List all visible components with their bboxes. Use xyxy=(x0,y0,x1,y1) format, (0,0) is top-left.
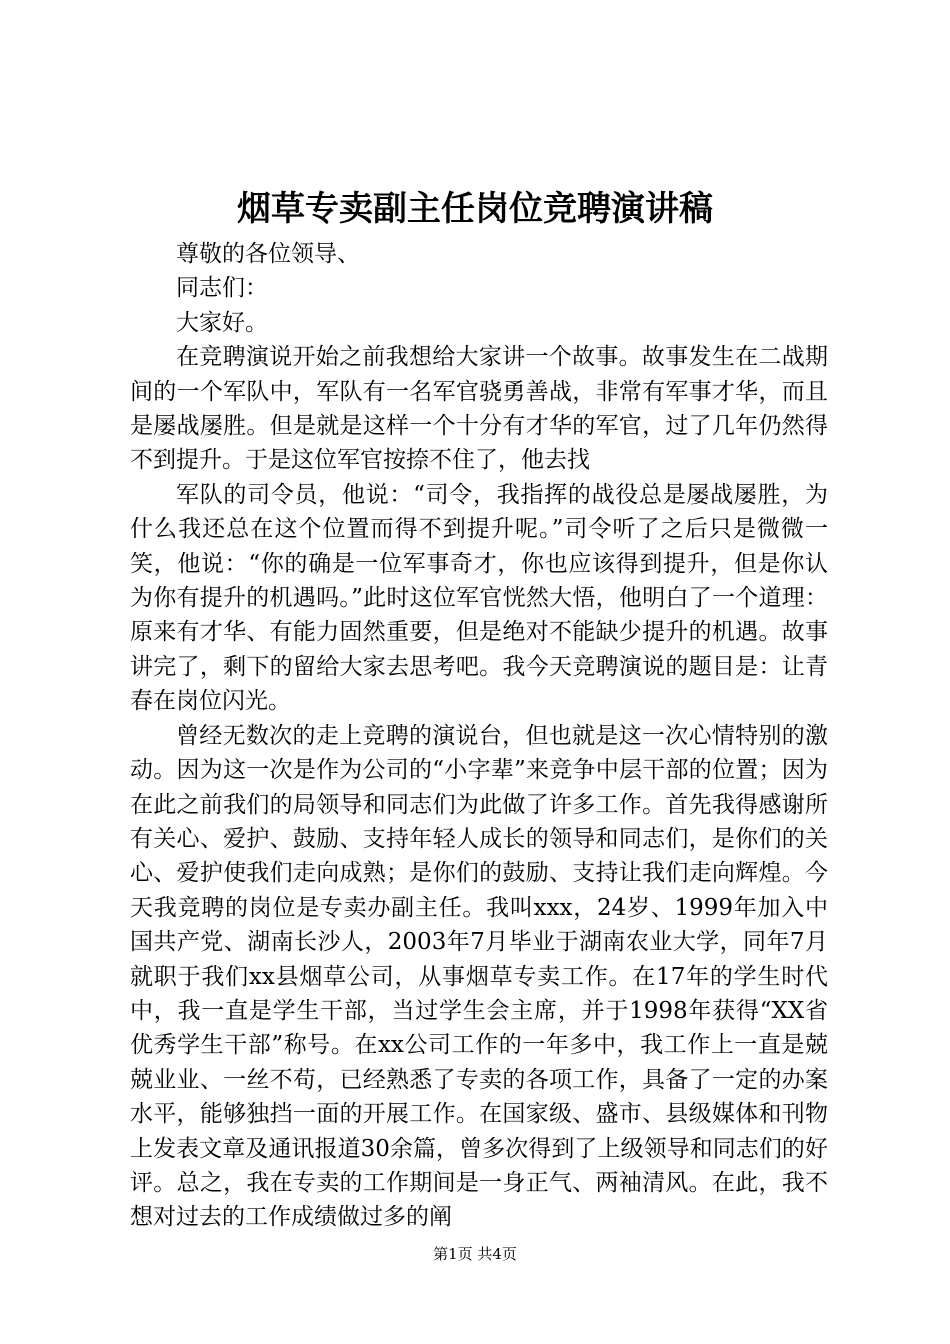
salutation-line: 尊敬的各位领导、 xyxy=(176,241,360,267)
body-paragraph: 在竞聘演说开始之前我想给大家讲一个故事。故事发生在二战期间的一个军队中，军队有一名军官骁勇善战，非常有军事才华，而且是屡战屡胜。但是就是这样一个十分有才华的军官，过了几年仍然得不到提升。于是这位军官按捺不住了，他去找 xyxy=(130,344,828,474)
document-body xyxy=(130,237,828,1235)
page-number-footer: 第1页 共4页 xyxy=(433,1245,517,1263)
greeting-line: 大家好。 xyxy=(176,309,268,336)
salutation-line: 同志们： xyxy=(176,275,268,302)
body-paragraph: 曾经无数次的走上竞聘的演说台，但也就是这一次心情特别的激动。因为这一次是作为公司的“小字辈”来竞争中层干部的位置；因为在此之前我们的局领导和同志们为此做了许多工作。首先我得感谢所有关心、爱护、鼓励、支持年轻人成长的领导和同志们，是你们的关心、爱护使我们走向成熟；是你们的鼓励、支持让我们走向辉煌。今天我竞聘的岗位是专卖办副主任。我叫xxx，24岁、1999年加入中国共产党、湖南长沙人，2003年7月毕业于湖南农业大学，同年7月就职于我们xx县烟草公司，从事烟草专卖工作。在17年的学生时代中，我一直是学生干部，当过学生会主席，并于1998年获得“XX省优秀学生干部”称号。在xx公司工作的一年多中，我工作上一直是兢兢业业、一丝不苟，已经熟悉了专卖的各项工作，具备了一定的办案水平，能够独挡一面的开展工作。在国家级、盛市、县级媒体和刊物上发表文章及通讯报道30余篇，曾多次得到了上级领导和同志们的好评。总之，我在专卖的工作期间是一身正气、两袖清风。在此，我不想对过去的工作成绩做过多的阐 xyxy=(130,722,828,1231)
document-title: 烟草专卖副主任岗位竞聘演讲稿 xyxy=(237,189,713,229)
body-paragraph: 军队的司令员，他说：“司令，我指挥的战役总是屡战屡胜，为什么我还总在这个位置而得不到提升呢。”司令听了之后只是微微一笑，他说：“你的确是一位军事奇才，你也应该得到提升，但是你认为你有提升的机遇吗。”此时这位军官恍然大悟，他明白了一个道理：原来有才华、有能力固然重要，但是绝对不能缺少提升的机遇。故事讲完了，剩下的留给大家去思考吧。我今天竞聘演说的题目是：让青春在岗位闪光。 xyxy=(130,481,828,715)
